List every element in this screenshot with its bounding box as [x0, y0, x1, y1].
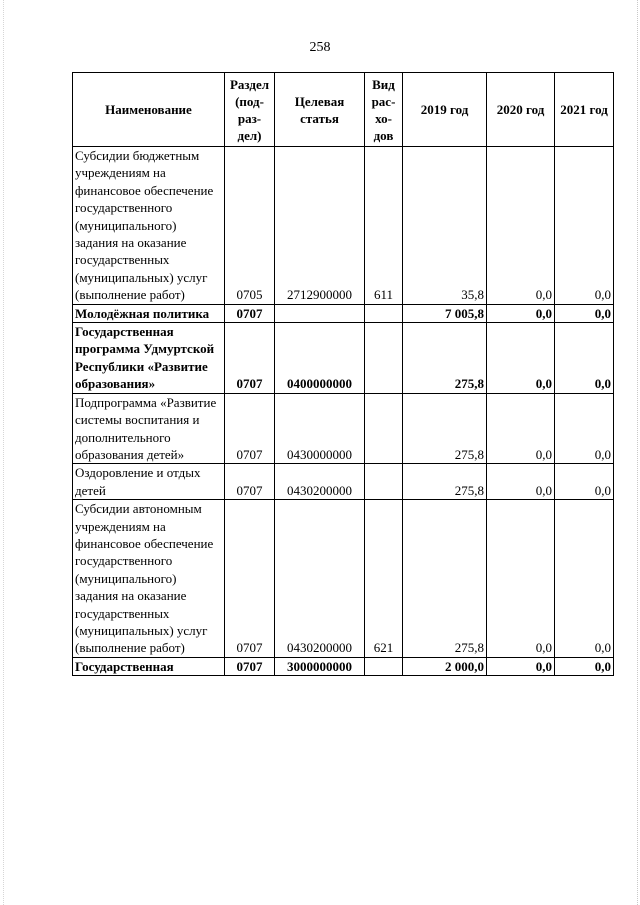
cell-target: 0430200000 — [275, 500, 365, 658]
cell-2020: 0,0 — [487, 323, 555, 394]
cell-2019: 275,8 — [403, 500, 487, 658]
cell-section: 0705 — [225, 147, 275, 305]
header-target: Целевая статья — [275, 73, 365, 147]
cell-name: Государственная программа Удмуртской Республики «Развитие образования» — [73, 323, 225, 394]
cell-2021: 0,0 — [555, 323, 614, 394]
cell-section: 0707 — [225, 323, 275, 394]
cell-2020: 0,0 — [487, 147, 555, 305]
cell-section: 0707 — [225, 393, 275, 464]
cell-target: 3000000000 — [275, 657, 365, 675]
header-expense-type: Вид рас- хо- дов — [365, 73, 403, 147]
cell-target: 2712900000 — [275, 147, 365, 305]
cell-expense-type — [365, 393, 403, 464]
cell-2021: 0,0 — [555, 304, 614, 322]
scan-left-margin-line — [3, 0, 5, 905]
cell-name: Оздоровление и отдых детей — [73, 464, 225, 500]
cell-name: Субсидии бюджетным учреждениям на финансовое обеспечение государственного (муниципального) задания на оказание государственных (муниципальных) услуг (выполнение работ) — [73, 147, 225, 305]
cell-target: 0430200000 — [275, 464, 365, 500]
cell-name: Субсидии автономным учреждениям на финансовое обеспечение государственного (муниципального) задания на оказание государственных (муниципальных) услуг (выполнение работ) — [73, 500, 225, 658]
cell-expense-type: 621 — [365, 500, 403, 658]
header-section: Раздел (под- раз- дел) — [225, 73, 275, 147]
cell-name: Молодёжная политика — [73, 304, 225, 322]
table-row — [73, 464, 614, 500]
cell-2021: 0,0 — [555, 464, 614, 500]
cell-expense-type — [365, 657, 403, 675]
cell-2020: 0,0 — [487, 393, 555, 464]
cell-expense-type — [365, 323, 403, 394]
table-row — [73, 323, 614, 394]
cell-section: 0707 — [225, 464, 275, 500]
table-row — [73, 657, 614, 675]
scan-right-margin-line — [637, 0, 639, 905]
cell-2020: 0,0 — [487, 500, 555, 658]
cell-2021: 0,0 — [555, 500, 614, 658]
cell-expense-type — [365, 304, 403, 322]
cell-target: 0430000000 — [275, 393, 365, 464]
header-2020: 2020 год — [487, 73, 555, 147]
cell-2021: 0,0 — [555, 393, 614, 464]
cell-2019: 2 000,0 — [403, 657, 487, 675]
page-number: 258 — [309, 40, 331, 55]
header-2021: 2021 год — [555, 73, 614, 147]
table-header-row — [73, 73, 614, 147]
header-2019: 2019 год — [403, 73, 487, 147]
cell-2021: 0,0 — [555, 147, 614, 305]
cell-2019: 275,8 — [403, 393, 487, 464]
cell-name: Государственная — [73, 657, 225, 675]
cell-2020: 0,0 — [487, 304, 555, 322]
cell-expense-type: 611 — [365, 147, 403, 305]
cell-target — [275, 304, 365, 322]
header-name: Наименование — [73, 73, 225, 147]
cell-2020: 0,0 — [487, 464, 555, 500]
cell-name: Подпрограмма «Развитие системы воспитания и дополнительного образования детей» — [73, 393, 225, 464]
cell-2019: 275,8 — [403, 323, 487, 394]
cell-expense-type — [365, 464, 403, 500]
cell-section: 0707 — [225, 304, 275, 322]
table-row — [73, 147, 614, 305]
cell-2020: 0,0 — [487, 657, 555, 675]
cell-section: 0707 — [225, 657, 275, 675]
budget-table — [72, 72, 614, 676]
table-row — [73, 304, 614, 322]
cell-2019: 7 005,8 — [403, 304, 487, 322]
cell-2021: 0,0 — [555, 657, 614, 675]
table-row — [73, 500, 614, 658]
cell-2019: 275,8 — [403, 464, 487, 500]
table-row — [73, 393, 614, 464]
cell-2019: 35,8 — [403, 147, 487, 305]
cell-section: 0707 — [225, 500, 275, 658]
cell-target: 0400000000 — [275, 323, 365, 394]
